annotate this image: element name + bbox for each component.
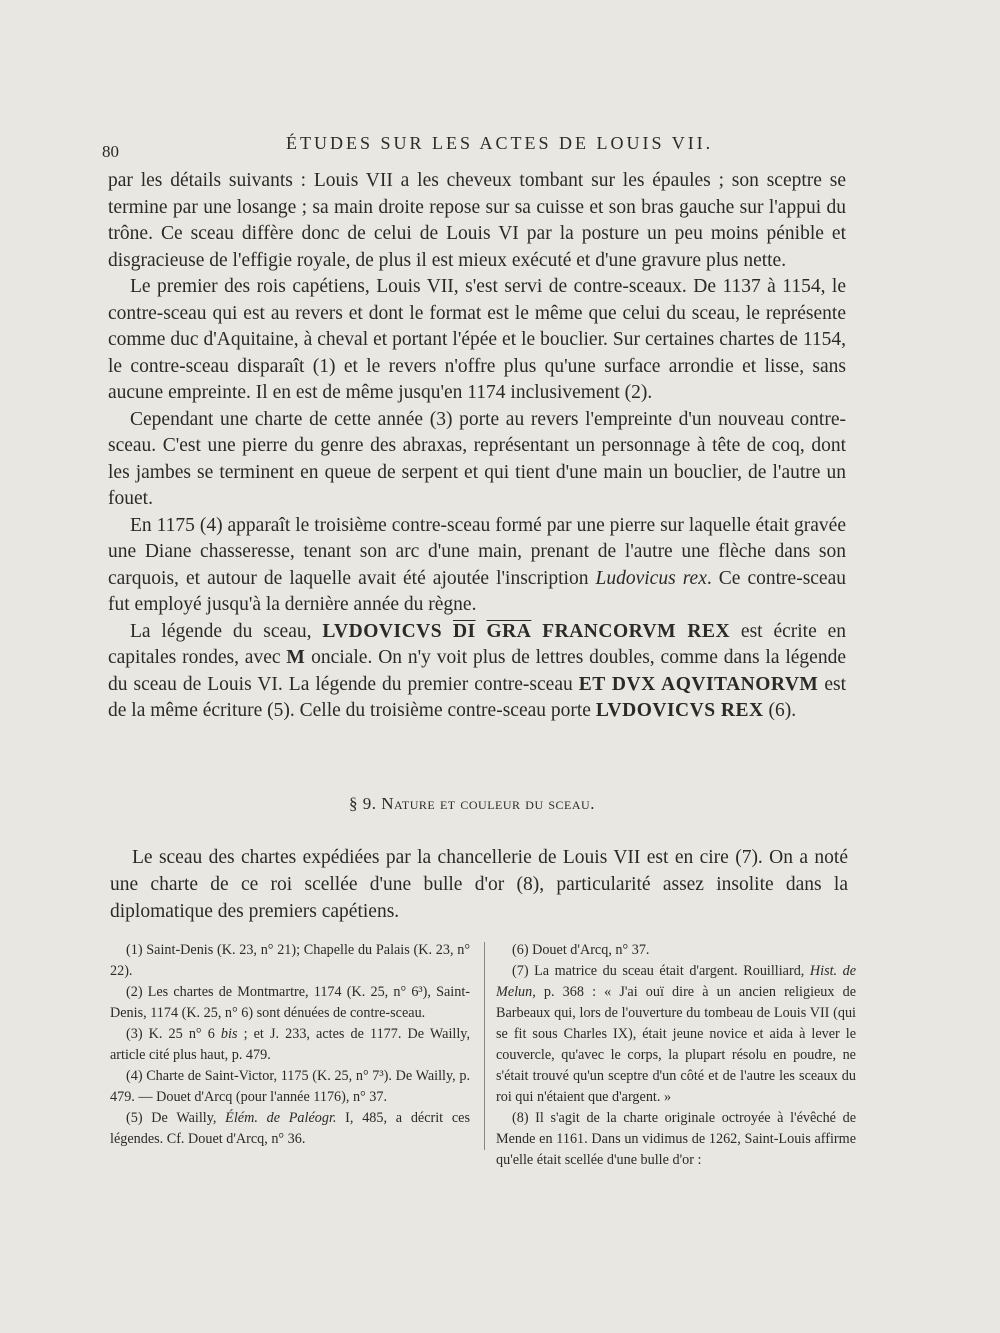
seal-legend-gra: $\overline{GRA}$ xyxy=(486,620,532,642)
footnote-5-text-a: (5) De Wailly, xyxy=(126,1110,226,1126)
uncial-m: M xyxy=(286,647,306,668)
paragraph-4-text-b: . Ce contre-sceau fut employé jusqu'à la dernière année du règne. xyxy=(108,567,846,615)
paragraph-2: Le premier des rois capétiens, Louis VII, s'est servi de contre-sceaux. De 1137 à 1154, le contre-sceau qui est au revers et dont le format est le même que celui du sceau, le représente comme duc d'Aquitaine, à cheval et portant l'épée et le bouclier. Sur certaines chartes de 1154, le contre-sceau disparaît (1) et le revers n'offre plus qu'une surface arrondie et lisse, sans aucune empreinte. Il en est de même jusqu'en 1174 inclusivement (2). xyxy=(108,276,846,403)
footnotes-right-column xyxy=(496,940,856,1171)
seal-legend-lvdovicvs: LVDOVICVS xyxy=(322,620,443,642)
footnote-3 xyxy=(110,1024,470,1066)
inscription-italic: Ludovicus rex xyxy=(595,567,707,589)
paragraph-4-text-a: En 1175 (4) apparaît le troisième contre-sceau formé par une pierre sur laquelle était gravée une Diane chasseresse, tenant son arc d'une main, prenant de l'autre une flèche dans son carquois, et autour de laquelle avait été ajoutée l'inscription xyxy=(108,514,846,589)
footnote-3-text-b: ; et J. 233, actes de 1177. De Wailly, article cité plus haut, p. 479. xyxy=(110,1026,470,1063)
paragraph-5-text-d: est de la même écriture (5). Celle du troisième contre-sceau porte xyxy=(108,673,846,721)
running-head: ÉTUDES SUR LES ACTES DE LOUIS VII. xyxy=(286,133,714,153)
page-header xyxy=(100,128,860,161)
section-number: § 9. xyxy=(349,794,377,813)
section-title: Nature et couleur du sceau. xyxy=(381,794,595,813)
footnotes-left-column xyxy=(110,940,470,1150)
seal-legend-francorvm-rex: FRANCORVM REX xyxy=(542,620,731,642)
footnote-4: (4) Charte de Saint-Victor, 1175 (K. 25, n° 7³). De Wailly, p. 479. — Douet d'Arcq (pour l'année 1176), n° 37. xyxy=(110,1068,470,1105)
section-heading xyxy=(0,794,944,814)
footnote-5 xyxy=(110,1108,470,1150)
footnote-3-text-a: (3) K. 25 n° 6 xyxy=(126,1026,221,1042)
main-text xyxy=(108,168,846,725)
footnote-5-text-b: I, 485, a décrit ces légendes. Cf. Douet d'Arcq, n° 36. xyxy=(110,1110,470,1147)
paragraph-3: Cependant une charte de cette année (3) porte au revers l'empreinte d'un nouveau contre-sceau. C'est une pierre du genre des abraxas, représentant un personnage à tête de coq, dont les jambes se terminent en queue de serpent et qui tient d'une main un bouclier, de l'autre un fouet. xyxy=(108,408,846,509)
footnote-5-title: Élém. de Paléogr. xyxy=(225,1110,337,1126)
paragraph-4 xyxy=(108,513,846,619)
footnote-2: (2) Les chartes de Montmartre, 1174 (K. 25, n° 6³), Saint-Denis, 1174 (K. 25, n° 6) sont dénuées de contre-sceau. xyxy=(110,984,470,1021)
footnote-8: (8) Il s'agit de la charte originale octroyée à l'évêché de Mende en 1161. Dans un vidimus de 1262, Saint-Louis affirme qu'elle était scellée d'une bulle d'or : xyxy=(496,1110,856,1168)
counterseal-legend-3: LVDOVICVS REX xyxy=(595,700,764,721)
footnote-7-text-a: (7) La matrice du sceau était d'argent. Rouilliard, xyxy=(512,963,810,979)
counterseal-legend-1: ET DVX AQVITANORVM xyxy=(578,673,819,695)
footnote-7-text-b: , p. 368 : « J'ai ouï dire à un ancien religieux de Barbeaux qui, lors de l'ouverture du tombeau de Louis VII (qui se fit sous Charles IX), était jeune novice et aida à lever le couvercle, qu'avec le corps, la plupart résolu en poudre, ne s'était trouvé qu'un sceptre d'un côté et de l'autre les sceaux du roi qui n'étaient que d'argent. » xyxy=(496,984,856,1105)
seal-legend-di: $\overline{DI}$ xyxy=(452,620,476,642)
footnote-7 xyxy=(496,961,856,1108)
paragraph-5-text-e: (6). xyxy=(763,700,797,721)
paragraph-5-text-a: La légende du sceau, xyxy=(130,620,323,642)
section-paragraph: Le sceau des chartes expédiées par la chancellerie de Louis VII est en cire (7). On a noté une charte de ce roi scellée d'une bulle d'or (8), particularité assez insolite dans la diplomatique des premiers capétiens. xyxy=(110,847,848,922)
footnote-3-bis: bis xyxy=(220,1026,238,1042)
page-number: 80 xyxy=(102,142,119,161)
footnote-column-divider xyxy=(484,942,485,1150)
paragraph-1: par les détails suivants : Louis VII a les cheveux tombant sur les épaules ; son sceptre se termine par une losange ; sa main droite repose sur sa cuisse et son bras gauche sur l'appui du trône. Ce sceau diffère donc de celui de Louis VI par la posture un peu moins pénible et disgracieuse de l'effigie royale, de plus il est mieux exécuté et d'une gravure plus nette. xyxy=(108,170,846,271)
footnote-7-title: Hist. de Melun xyxy=(496,963,856,1000)
paragraph-5-text-c: onciale. On n'y voit plus de lettres doubles, comme dans la légende du sceau de Louis VI. La légende du premier contre-sceau xyxy=(108,647,846,695)
paragraph-5 xyxy=(108,619,846,725)
paragraph-5-text-b: est écrite en capitales rondes, avec xyxy=(108,620,847,668)
footnote-1: (1) Saint-Denis (K. 23, n° 21); Chapelle du Palais (K. 23, n° 22). xyxy=(110,942,470,979)
footnote-6: (6) Douet d'Arcq, n° 37. xyxy=(512,942,650,958)
